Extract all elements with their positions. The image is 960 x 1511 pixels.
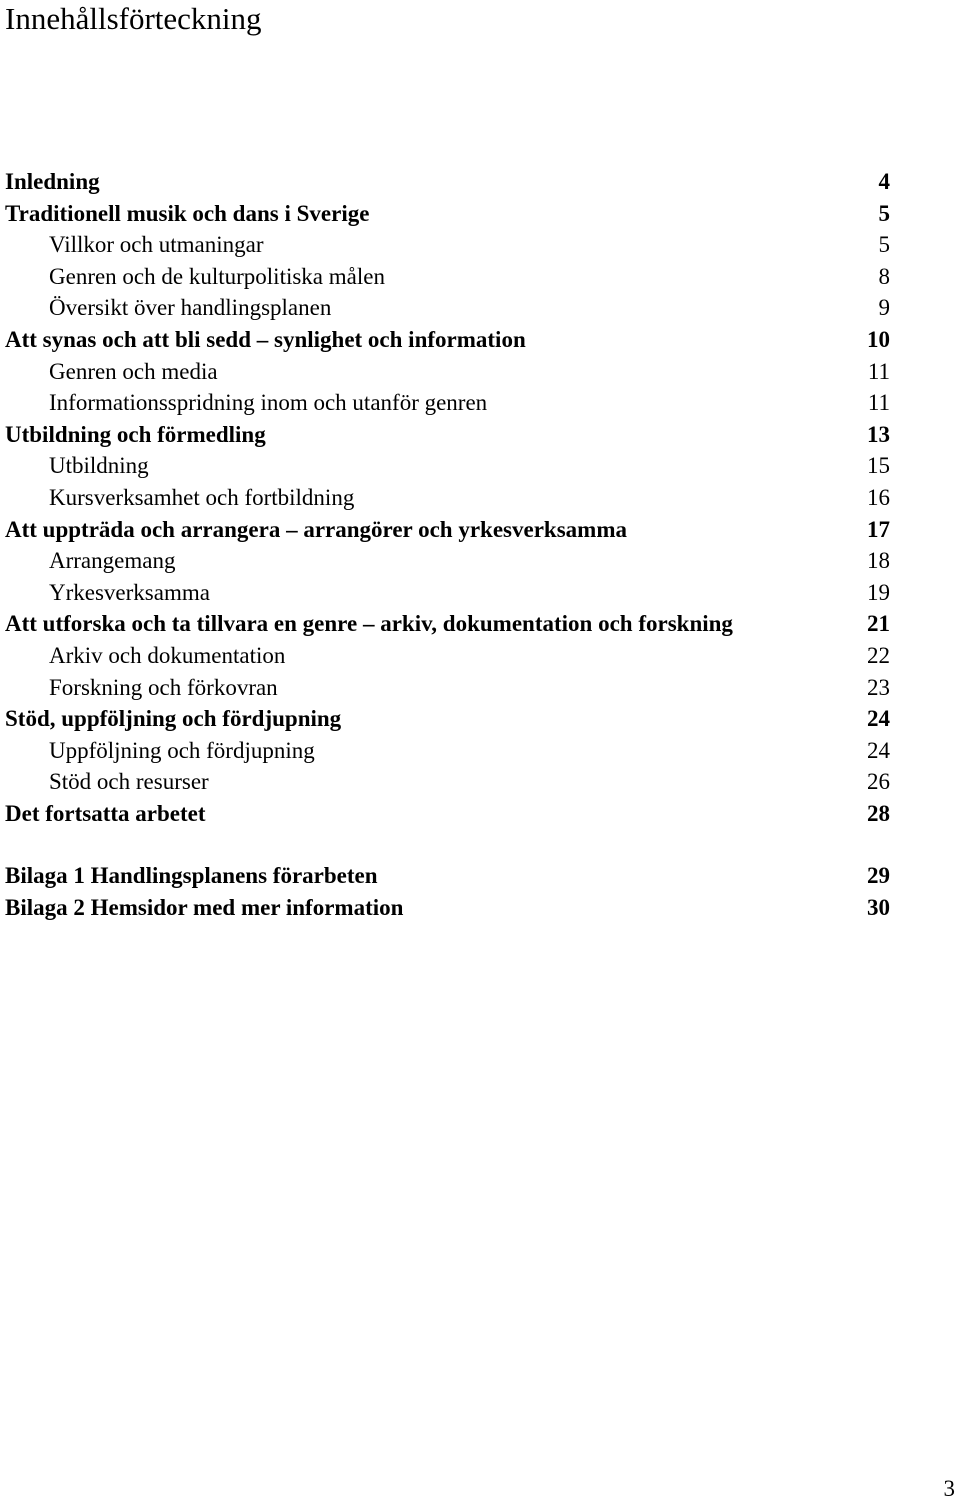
toc-entry[interactable] bbox=[5, 261, 890, 293]
toc-entry-title: Bilaga 2 Hemsidor med mer information bbox=[5, 895, 404, 921]
toc-entry-page: 15 bbox=[867, 453, 890, 479]
toc-entry-page: 13 bbox=[867, 421, 890, 447]
toc-entry-page: 24 bbox=[867, 706, 890, 732]
toc-entry-title: Informationsspridning inom och utanför genren bbox=[49, 390, 488, 416]
toc-entry-page: 19 bbox=[867, 579, 890, 605]
toc-entry[interactable] bbox=[5, 892, 890, 924]
toc-entry-title: Att utforska och ta tillvara en genre – arkiv, dokumentation och forskning bbox=[5, 611, 733, 637]
toc-entry-page: 23 bbox=[867, 674, 890, 700]
toc-entry-title: Arkiv och dokumentation bbox=[49, 642, 286, 668]
toc-entry-page: 11 bbox=[867, 358, 890, 384]
toc-entry[interactable] bbox=[5, 166, 890, 198]
toc-entry-title: Genren och de kulturpolitiska målen bbox=[49, 263, 385, 289]
toc-entry[interactable] bbox=[5, 577, 890, 609]
toc-entry[interactable] bbox=[5, 798, 890, 830]
toc-appendix-entries bbox=[5, 860, 890, 923]
toc-entry-title: Utbildning bbox=[49, 453, 149, 479]
toc-entry-page: 9 bbox=[878, 295, 890, 321]
toc-entry[interactable] bbox=[5, 450, 890, 482]
toc-entry-page: 11 bbox=[867, 390, 890, 416]
toc-spacer bbox=[5, 829, 890, 860]
toc-entry[interactable] bbox=[5, 860, 890, 892]
toc-entry[interactable] bbox=[5, 482, 890, 514]
toc-entry-page: 30 bbox=[867, 895, 890, 921]
toc-entry[interactable] bbox=[5, 514, 890, 546]
toc-entry-title: Inledning bbox=[5, 169, 100, 194]
toc-entry-page: 24 bbox=[867, 737, 890, 763]
toc-entry[interactable] bbox=[5, 387, 890, 419]
toc-entry-title: Stöd och resurser bbox=[49, 769, 209, 795]
toc-entry-title: Arrangemang bbox=[49, 548, 176, 574]
toc-entry[interactable] bbox=[5, 735, 890, 767]
toc-entry[interactable] bbox=[5, 229, 890, 261]
toc-entry[interactable] bbox=[5, 292, 890, 324]
toc-entry-title: Forskning och förkovran bbox=[49, 674, 278, 700]
toc-entry[interactable] bbox=[5, 703, 890, 735]
toc-entry[interactable] bbox=[5, 356, 890, 388]
toc-entry-page: 4 bbox=[878, 169, 890, 194]
toc-entry[interactable] bbox=[5, 766, 890, 798]
toc-entry[interactable] bbox=[5, 419, 890, 451]
table-of-contents bbox=[5, 166, 890, 924]
page-title: Innehållsförteckning bbox=[5, 1, 262, 36]
toc-entry[interactable] bbox=[5, 545, 890, 577]
toc-entry[interactable] bbox=[5, 198, 890, 230]
toc-entry-page: 10 bbox=[867, 326, 890, 352]
toc-entry-title: Att synas och att bli sedd – synlighet och information bbox=[5, 326, 526, 352]
toc-entry-title: Uppföljning och fördjupning bbox=[49, 737, 315, 763]
toc-entry-page: 18 bbox=[867, 548, 890, 574]
toc-entry-title: Yrkesverksamma bbox=[49, 579, 210, 605]
toc-entry-page: 26 bbox=[867, 769, 890, 795]
toc-entry-title: Att uppträda och arrangera – arrangörer och yrkesverksamma bbox=[5, 516, 627, 542]
toc-entry-title: Kursverksamhet och fortbildning bbox=[49, 484, 355, 510]
toc-entry-title: Översikt över handlingsplanen bbox=[49, 295, 332, 321]
toc-entry-page: 28 bbox=[867, 800, 890, 826]
toc-entry-page: 29 bbox=[867, 863, 890, 889]
toc-entry-page: 8 bbox=[878, 263, 890, 289]
toc-entry-page: 16 bbox=[867, 484, 890, 510]
toc-entry-title: Det fortsatta arbetet bbox=[5, 800, 206, 826]
toc-entry-page: 5 bbox=[878, 200, 890, 226]
toc-entry-title: Traditionell musik och dans i Sverige bbox=[5, 200, 370, 226]
toc-entry-title: Villkor och utmaningar bbox=[49, 232, 264, 258]
toc-entry[interactable] bbox=[5, 324, 890, 356]
toc-entry-title: Genren och media bbox=[49, 358, 218, 384]
toc-entry-page: 5 bbox=[878, 232, 890, 258]
toc-entry-title: Stöd, uppföljning och fördjupning bbox=[5, 706, 342, 732]
page-number: 3 bbox=[943, 1476, 955, 1501]
toc-entry-title: Utbildning och förmedling bbox=[5, 421, 266, 447]
toc-entry-title: Bilaga 1 Handlingsplanens förarbeten bbox=[5, 863, 378, 889]
toc-entry[interactable] bbox=[5, 672, 890, 704]
toc-entry[interactable] bbox=[5, 640, 890, 672]
toc-entry-page: 22 bbox=[867, 642, 890, 668]
toc-entry[interactable] bbox=[5, 608, 890, 640]
toc-main-entries bbox=[5, 166, 890, 829]
toc-entry-page: 21 bbox=[867, 611, 890, 637]
toc-entry-page: 17 bbox=[867, 516, 890, 542]
